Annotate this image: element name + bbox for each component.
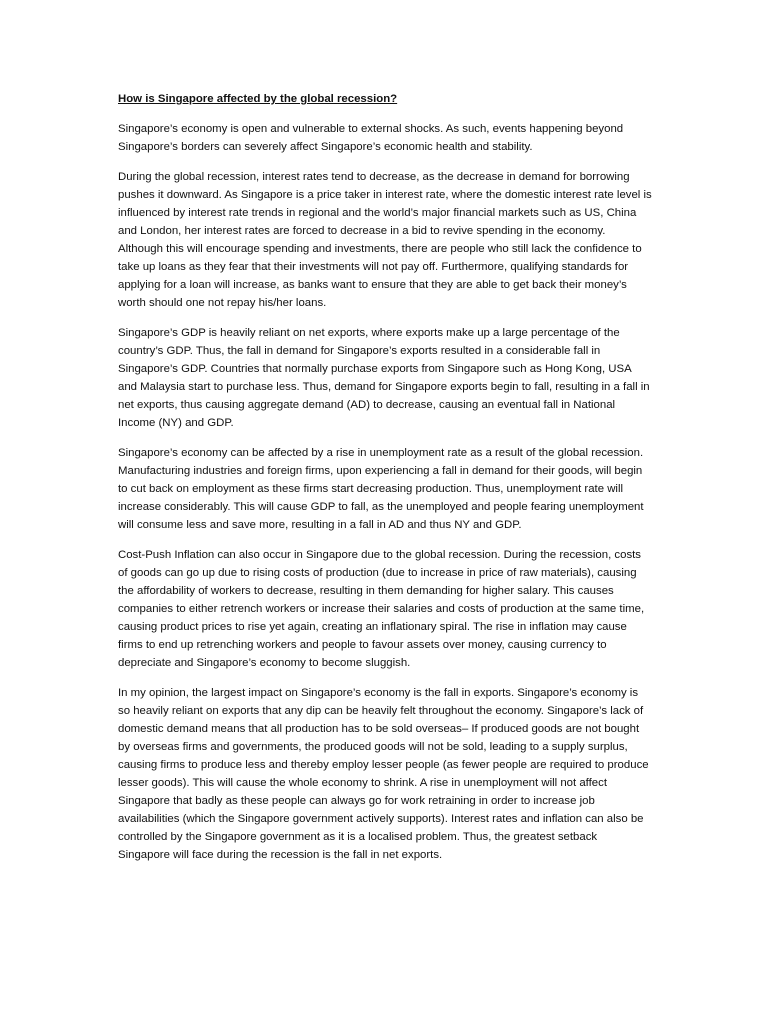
paragraph-interest-rates: During the global recession, interest rates tend to decrease, as the decrease in demand for borrowing pushes it downward. As Singapore is a price taker in interest rate, where the domestic interest rate level is influenced by interest rate trends in regional and the world’s major financial markets such as US, China and London, her interest rates are forced to decrease in a bid to revive spending in the economy. Although this will encourage spending and investments, there are people who still lack the confidence to take up loans as they fear that their investments will not pay off. Furthermore, qualifying standards for applying for a loan will increase, as banks want to ensure that they are able to get back their money’s worth should one not repay his/her loans.	[118, 171, 652, 309]
paragraph-inflation: Cost-Push Inflation can also occur in Singapore due to the global recession. During the recession, costs of goods can go up due to rising costs of production (due to increase in price of raw materials), causing the affordability of workers to decrease, resulting in them demanding for higher salary. This causes companies to either retrench workers or increase their salaries and costs of production at the same time, causing product prices to rise yet again, creating an inflationary spiral. The rise in inflation may cause firms to end up retrenching workers and people to favour assets over money, causing currency to depreciate and Singapore’s economy to become sluggish.	[118, 549, 645, 669]
document-page	[118, 90, 652, 876]
paragraph-gdp-exports: Singapore’s GDP is heavily reliant on net exports, where exports make up a large percentage of the country’s GDP. Thus, the fall in demand for Singapore’s exports resulted in a considerable fall in Singapore’s GDP. Countries that normally purchase exports from Singapore such as Hong Kong, USA and Malaysia start to purchase less. Thus, demand for Singapore exports begin to fall, resulting in a fall in net exports, thus causing aggregate demand (AD) to decrease, causing an eventual fall in National Income (NY) and GDP.	[118, 327, 650, 429]
document-title: How is Singapore affected by the global recession?	[118, 93, 398, 105]
paragraph-opinion: In my opinion, the largest impact on Singapore’s economy is the fall in exports. Singapore’s economy is so heavily reliant on exports that any dip can be heavily felt throughout the economy. Singapore’s lack of domestic demand means that all production has to be sold overseas– If produced goods are not bought by overseas firms and governments, the produced goods will not be sold, leading to a supply surplus, causing firms to produce less and thereby employ lesser people (as fewer people are required to produce lesser goods). This will cause the whole economy to shrink. A rise in unemployment will not affect Singapore that badly as these people can always go for work retraining in order to increase job availabilities (which the Singapore government actively supports). Interest rates and inflation can also be controlled by the Singapore government as it is a localised problem. Thus, the greatest setback Singapore will face during the recession is the fall in net exports.	[118, 687, 649, 861]
paragraph-unemployment: Singapore’s economy can be affected by a rise in unemployment rate as a result of the global recession. Manufacturing industries and foreign firms, upon experiencing a fall in demand for their goods, will begin to cut back on employment as these firms start decreasing production. Thus, unemployment rate will increase considerably. This will cause GDP to fall, as the unemployed and people fearing unemployment will consume less and save more, resulting in a fall in AD and thus NY and GDP.	[118, 447, 644, 531]
paragraph-intro: Singapore’s economy is open and vulnerable to external shocks. As such, events happening beyond Singapore’s borders can severely affect Singapore’s economic health and stability.	[118, 123, 624, 153]
